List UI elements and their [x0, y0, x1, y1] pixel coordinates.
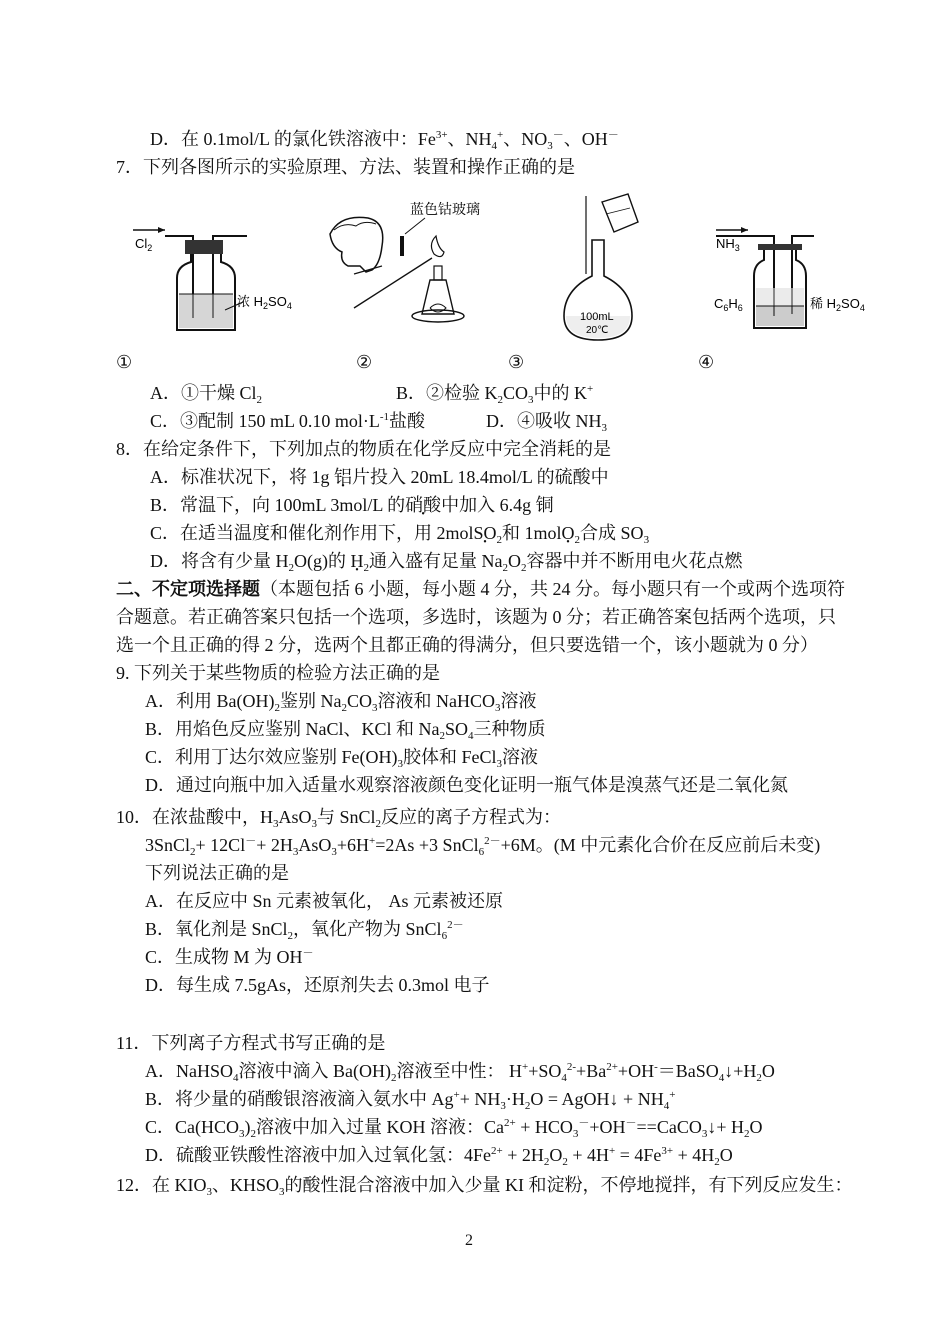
q9-option-c: C．利用丁达尔效应鉴别 $Fe(OH)_3$胶体和 FeCl$_3$溶液 — [145, 747, 539, 770]
q9-option-b: B．用焰色反应鉴别 NaCl、KCl 和 $Na_2SO_4$三种物质 — [145, 719, 546, 742]
section-2-line-3: 选一个且正确的得 2 分，选两个且都正确的得满分，但只要选错一个，该小题就为 0 分） — [116, 635, 818, 655]
section-2-header: 二、不定项选择题（本题包括 6 小题，每小题 4 分，共 24 分。每小题只有一个或两个选项符 — [116, 579, 845, 599]
q8-option-b: B．常温下，向 100mL 3mol/L 的硝酸中加入 6.4g 铜 — [150, 495, 554, 515]
q10-stem: 10．在浓盐酸中，$H_3AsO_3$与 SnCl$_2$反应的离子方程式为： — [116, 807, 562, 830]
figure-2-flame-test — [320, 196, 510, 344]
q9-stem: 9. 下列关于某些物质的检验方法正确的是 — [116, 663, 440, 683]
q8-option-a: A．标准状况下，将 1g 铝片投入 20mL 18.4mol/L 的硫酸中 — [150, 467, 609, 487]
q7-option-a: A．①干燥 $Cl_2$ — [150, 383, 263, 406]
figure-3-volumetric-flask — [548, 190, 648, 346]
fig-label-4: ④ — [698, 352, 715, 372]
q9-option-a: A．利用 $Ba(OH)_2$鉴别 $Na_2CO_3$溶液和 NaHCO$_3$溶液 — [145, 691, 537, 714]
q8-stem: 8．在给定条件下，下列加点的物质在化学反应中完全消耗的是 — [116, 439, 611, 459]
q6-option-d: D．在 0.1mol/L 的氯化铁溶液中：$Fe^{3+}$、$NH_4^+$、$NO_3^-$、OH－ — [150, 129, 619, 152]
q9-option-d: D．通过向瓶中加入适量水观察溶液颜色变化证明一瓶气体是溴蒸气还是二氧化氮 — [145, 775, 788, 795]
q11-option-c: C．$Ca(HCO_3)_2$溶液中加入过量 KOH 溶液：$Ca^{2+}$ + $HCO_3^-+OH^-==CaCO_3↓+ H_2O$ — [145, 1117, 763, 1140]
fig2-glass-label: 蓝色钴玻璃 — [410, 202, 480, 218]
fig3-temp-label: 20℃ — [586, 325, 609, 336]
q10-option-a: A．在反应中 Sn 元素被氧化， As 元素被还原 — [145, 891, 504, 911]
q10-option-b: B．氧化剂是 SnCl$_2$，氧化产物为 SnCl$_6^{2-}$ — [145, 919, 464, 942]
q8-option-c: C．在适当温度和催化剂作用下，用 2molSO $•_2$和 1molO $•_2$合成 $SO_3$ — [150, 522, 649, 544]
fig4-liquid-label: 稀 $H_2SO_4$ — [810, 296, 865, 313]
section-2-title: 二、不定项选择题 — [116, 579, 260, 599]
q11-stem: 11．下列离子方程式书写正确的是 — [116, 1033, 386, 1053]
fig-label-3: ③ — [508, 352, 525, 372]
q10-option-c: C．生成物 M 为 OH－ — [145, 947, 314, 967]
fig4-gas-label: $NH_3$ — [716, 236, 740, 253]
fig1-gas-label: $Cl_2$ — [135, 236, 153, 253]
q7-option-d: D．④吸收 $NH_3$ — [486, 411, 607, 434]
q10-option-d: D．每生成 7.5gAs，还原剂失去 0.3mol 电子 — [145, 975, 490, 995]
q8-option-d: D．将含有少量 $H_2O(g)$的 H $•_2$通入盛有足量 $Na_2O_2$容器中并不断用电火花点燃 — [150, 550, 743, 572]
q10-sub-stem: 下列说法正确的是 — [145, 863, 289, 883]
fig-label-1: ① — [116, 352, 133, 372]
fig1-liquid-label: 浓 $H_2SO_4$ — [237, 294, 292, 311]
q11-option-d: D．硫酸亚铁酸性溶液中加入过氧化氢：$4Fe^{2+} + 2H_2O_2 + 4H^+ = 4Fe^{3+} + 4H_2O$ — [145, 1145, 733, 1168]
q7-option-b: B．②检验 $K_2CO_3$中的 K+ — [396, 383, 594, 406]
figure-1-wash-bottle — [125, 222, 315, 334]
q11-option-b: B．将少量的硝酸银溶液滴入氨水中 $Ag^++ NH_3\cdot H_2O$ = AgOH↓ + $NH_4^+$ — [145, 1089, 676, 1112]
fig4-layer-label: $C_6H_6$ — [714, 296, 743, 313]
section-2-line-2: 合题意。若正确答案只包括一个选项，多选时，该题为 0 分；若正确答案包括两个选项，只 — [116, 607, 836, 627]
q10-equation: 3SnCl$_2$+ $12Cl^-+ 2H_3AsO_3+6H^+=2As +3$ SnCl$_6^{2-}$+6M。(M 中元素化合价在反应前后未变) — [145, 835, 821, 858]
q12-stem: 12．在 $KIO_3$、$KHSO_3$的酸性混合溶液中加入少量 KI 和淀粉，不停地搅拌，有下列反应发生： — [116, 1175, 853, 1198]
q7-option-c: C．③配制 150 mL 0.10 $mol\cdot L^{-1}$盐酸 — [150, 411, 425, 431]
page-number: 2 — [465, 1232, 473, 1249]
figure-4-absorption-bottle — [706, 222, 886, 334]
q7-stem: 7．下列各图所示的实验原理、方法、装置和操作正确的是 — [116, 157, 575, 177]
fig3-volume-label: 100mL — [580, 311, 614, 323]
q11-option-a: A．NaHSO$_4$溶液中滴入 $Ba(OH)_2$溶液至中性： $H^++SO_4^{2-}+Ba^{2+}+OH^-=BaSO_4↓+H_2O$ — [145, 1061, 775, 1084]
fig-label-2: ② — [356, 352, 373, 372]
